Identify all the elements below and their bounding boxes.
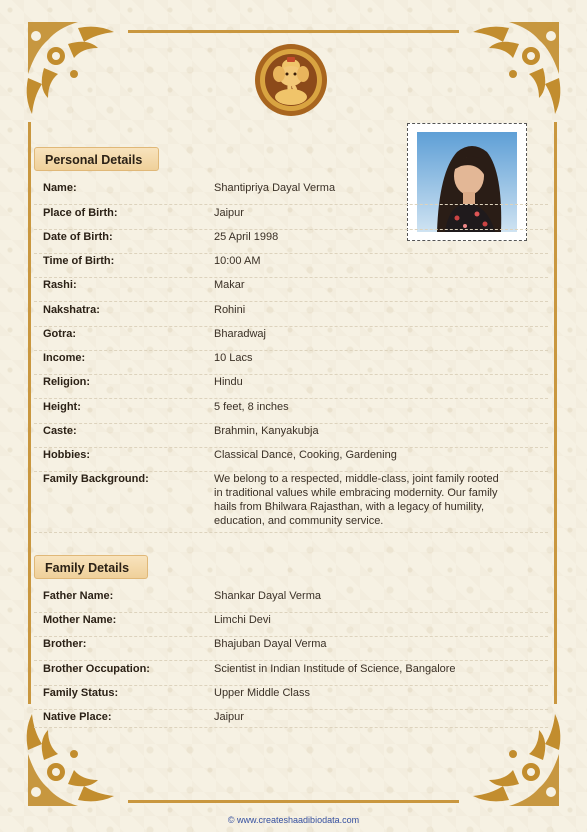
row-label: Gotra: bbox=[43, 328, 76, 340]
row-label: Date of Birth: bbox=[43, 231, 113, 243]
ganesha-emblem-icon bbox=[253, 42, 329, 118]
detail-row-caste bbox=[34, 424, 548, 448]
detail-row-gotra bbox=[34, 327, 548, 351]
row-value: Scientist in Indian Institude of Science, Bangalore bbox=[214, 663, 456, 675]
detail-row-family-background bbox=[34, 472, 548, 533]
row-label: Height: bbox=[43, 401, 81, 413]
row-value: 10:00 AM bbox=[214, 255, 261, 267]
row-label: Brother Occupation: bbox=[43, 663, 150, 675]
personal-details-heading: Personal Details bbox=[34, 147, 159, 171]
row-label: Place of Birth: bbox=[43, 207, 118, 219]
family-details-heading: Family Details bbox=[34, 555, 148, 579]
detail-row-place-of-birth bbox=[34, 206, 548, 230]
row-value: Shantipriya Dayal Verma bbox=[214, 182, 336, 194]
row-value: 25 April 1998 bbox=[214, 231, 279, 243]
row-value: Bhajuban Dayal Verma bbox=[214, 638, 327, 650]
row-label: Family Status: bbox=[43, 687, 119, 699]
row-value: Makar bbox=[214, 279, 245, 291]
detail-row-income bbox=[34, 351, 548, 375]
row-value: Jaipur bbox=[214, 207, 244, 219]
row-label: Brother: bbox=[43, 638, 87, 650]
detail-row-religion bbox=[34, 375, 548, 399]
row-label: Family Background: bbox=[43, 473, 149, 485]
detail-row-native-place bbox=[34, 710, 548, 728]
detail-row-mother-name bbox=[34, 613, 548, 637]
row-label: Time of Birth: bbox=[43, 255, 115, 267]
row-value: Limchi Devi bbox=[214, 614, 271, 626]
detail-row-rashi bbox=[34, 278, 548, 302]
detail-row-family-status bbox=[34, 686, 548, 710]
detail-row-brother bbox=[34, 637, 548, 661]
row-value: Bharadwaj bbox=[214, 328, 266, 340]
top-border-line bbox=[128, 30, 459, 33]
floral-corner-icon bbox=[469, 18, 569, 118]
row-label: Income: bbox=[43, 352, 86, 364]
row-value: We belong to a respected, middle-class, joint family rooted in traditional values while embracing modernity. Our family hails from Bhilwara Rajasthan, with a legacy of humility, education, and community service. bbox=[214, 473, 499, 527]
row-value: Shankar Dayal Verma bbox=[214, 590, 321, 602]
row-label: Hobbies: bbox=[43, 449, 91, 461]
row-label: Caste: bbox=[43, 425, 77, 437]
detail-row-hobbies bbox=[34, 448, 548, 472]
row-label: Religion: bbox=[43, 376, 91, 388]
row-value: Hindu bbox=[214, 376, 243, 388]
left-border-line bbox=[28, 122, 31, 704]
bottom-border-line bbox=[128, 800, 459, 803]
detail-row-height bbox=[34, 400, 548, 424]
row-value: Brahmin, Kanyakubja bbox=[214, 425, 319, 437]
row-value: 5 feet, 8 inches bbox=[214, 401, 289, 413]
detail-row-brother-occupation bbox=[34, 662, 548, 686]
row-label: Native Place: bbox=[43, 711, 112, 723]
row-value: Upper Middle Class bbox=[214, 687, 310, 699]
right-border-line bbox=[554, 122, 557, 704]
detail-row-nakshatra bbox=[34, 303, 548, 327]
row-label: Mother Name: bbox=[43, 614, 117, 626]
footer-website-link[interactable]: © www.createshaadibiodata.com bbox=[227, 815, 360, 825]
row-label: Name: bbox=[43, 182, 77, 194]
row-value: Jaipur bbox=[214, 711, 244, 723]
row-value: Rohini bbox=[214, 304, 246, 316]
row-value: Classical Dance, Cooking, Gardening bbox=[214, 449, 397, 461]
detail-row-name bbox=[34, 181, 548, 205]
row-label: Nakshatra: bbox=[43, 304, 100, 316]
detail-row-time-of-birth bbox=[34, 254, 548, 278]
floral-corner-icon bbox=[18, 18, 118, 118]
detail-row-father-name bbox=[34, 589, 548, 613]
detail-row-date-of-birth bbox=[34, 230, 548, 254]
row-label: Rashi: bbox=[43, 279, 77, 291]
row-value: 10 Lacs bbox=[214, 352, 253, 364]
row-label: Father Name: bbox=[43, 590, 114, 602]
